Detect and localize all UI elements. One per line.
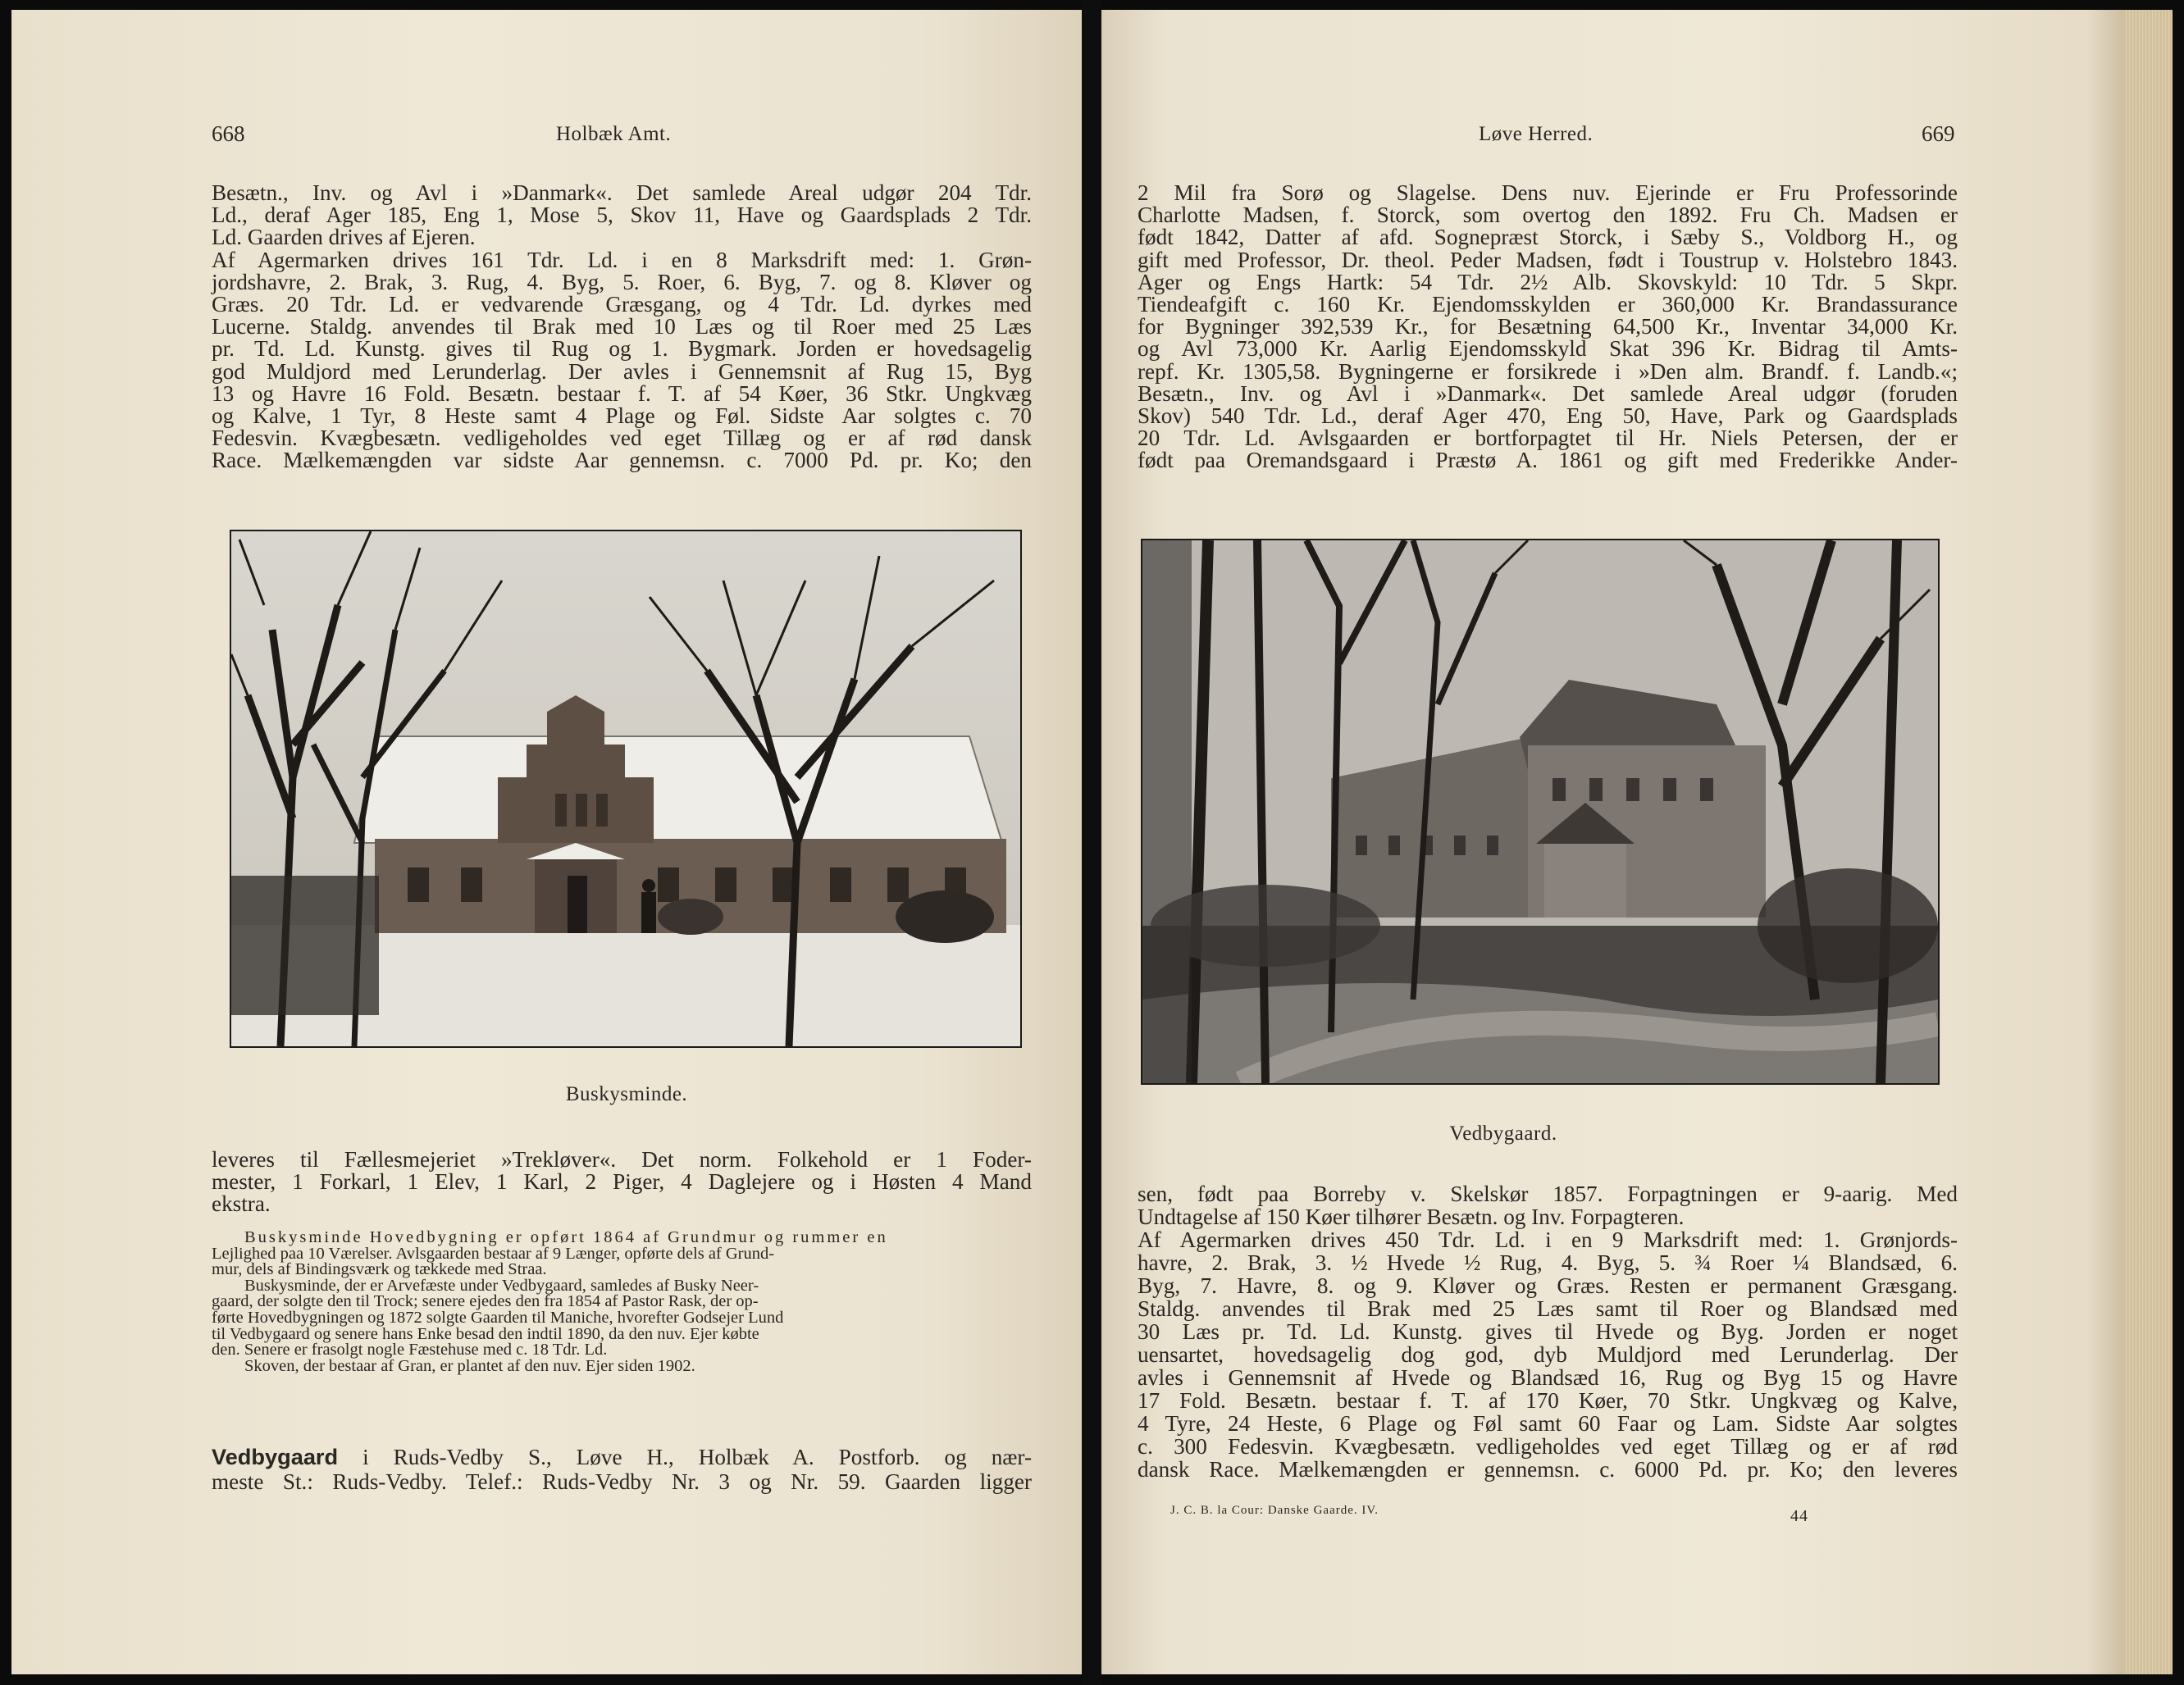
text-line: 2 Mil fra Sorø og Slagelse. Dens nuv. Ejerinde er Fru Professorinde: [1138, 180, 1958, 205]
left-top-paragraph: [212, 182, 1032, 472]
small-text-line: gaard, der solgte den til Trock; senere ejedes den fra 1854 af Pastor Rask, der op-: [212, 1292, 759, 1311]
text-line: pr. Td. Ld. Kunstg. gives til Rug og 1. Bygmark. Jorden er hovedsagelig: [212, 336, 1032, 362]
right-running-header: Løve Herred.: [1479, 123, 1594, 145]
vedbygaard-entry: [212, 1445, 1032, 1494]
text-line: Ld. Gaarden drives af Ejeren.: [212, 225, 476, 250]
vedbygaard-caption: Vedbygaard.: [1449, 1123, 1557, 1145]
text-line: 17 Fold. Besætn. bestaar f. T. af 170 Køer, 70 Stkr. Ungkvæg og Kalve,: [1138, 1388, 1958, 1413]
right-bottom-paragraph: [1138, 1182, 1958, 1481]
left-middle-paragraph: [212, 1149, 1032, 1216]
vedbygaard-photo: [1141, 539, 1940, 1085]
text-line: havre, 2. Brak, 3. ½ Hvede ½ Rug, 4. Byg, 5. ¾ Roer ¼ Blandsæd, 6.: [1138, 1250, 1958, 1275]
book-gutter: [1082, 0, 1101, 1685]
small-text-line: Lejlighed paa 10 Værelser. Avlsgaarden bestaar af 9 Længer, opførte dels af Grund-: [212, 1244, 775, 1263]
text-line: god Muldjord med Lerunderlag. Der avles i Gennemsnit af Rug 15, Byg: [212, 358, 1032, 384]
text-line: født 1842, Datter af afd. Sognepræst Storck, i Sæby S., Voldborg H., og: [1138, 225, 1958, 250]
right-top-paragraph: [1138, 182, 1958, 472]
entry-line: [212, 1445, 1032, 1469]
entry-line: meste St.: Ruds-Vedby. Telef.: Ruds-Vedby Nr. 3 og Nr. 59. Gaarden ligger: [212, 1469, 1032, 1494]
text-line: Lucerne. Staldg. anvendes til Brak med 10 Læs og til Roer med 25 Læs: [212, 314, 1032, 339]
text-line: Staldg. anvendes til Brak med 25 Læs samt til Roer og Blandsæd med: [1138, 1296, 1958, 1321]
text-line: Af Agermarken drives 450 Tdr. Ld. i en 9 Marksdrift med: 1. Grønjords-: [1138, 1227, 1958, 1252]
text-line: Besætn., Inv. og Avl i »Danmark«. Det samlede Areal udgør (foruden: [1138, 380, 1958, 406]
text-line: 13 og Havre 16 Fold. Besætn. bestaar f. T. af 54 Køer, 36 Stkr. Ungkvæg: [212, 380, 1032, 406]
text-line: 30 Læs pr. Td. Ld. Kunstg. gives til Hvede og Byg. Jorden er noget: [1138, 1319, 1958, 1344]
buskysminde-caption: Buskysminde.: [565, 1083, 688, 1105]
signature-mark: 44: [1790, 1507, 1808, 1525]
left-small-notes: [212, 1230, 1032, 1374]
page-fore-edge: [2123, 10, 2173, 1674]
small-text-line: [212, 1230, 1032, 1246]
text-line: repf. Kr. 1305,58. Bygningerne er forsikrede i »Den alm. Brandf. f. Landb.«;: [1138, 358, 1958, 384]
text-line: Ld., deraf Ager 185, Eng 1, Mose 5, Skov 11, Have og Gaardsplads 2 Tdr.: [212, 203, 1032, 228]
text-line: Fedesvin. Kvægbesætn. vedligeholdes ved eget Tillæg og er af rød dansk: [212, 426, 1032, 451]
text-line: 20 Tdr. Ld. Avlsgaarden er bortforpagtet til Hr. Niels Petersen, der er: [1138, 426, 1958, 451]
small-text-line: til Vedbygaard og senere hans Enke besad den indtil 1890, da den nuv. Ejer købte: [212, 1324, 759, 1343]
text-line: født paa Oremandsgaard i Præstø A. 1861 og gift med Frederikke Ander-: [1138, 448, 1958, 473]
text-line: Ager og Engs Hartk: 54 Tdr. 2½ Alb. Skovskyld: 10 Tdr. 5 Skpr.: [1138, 269, 1958, 294]
entry-line-rest: i Ruds-Vedby S., Løve H., Holbæk A. Postforb. og nær-: [338, 1445, 1032, 1469]
right-page: [1101, 10, 2173, 1674]
entry-title: Vedbygaard: [212, 1444, 339, 1469]
small-text-line: den. Senere er frasolgt nogle Fæstehuse med c. 18 Tdr. Ld.: [212, 1341, 608, 1359]
right-page-number: 669: [1922, 121, 1955, 146]
text-line: jordshavre, 2. Brak, 3. Rug, 4. Byg, 5. Roer, 6. Byg, 7. og 8. Kløver og: [212, 269, 1032, 294]
text-line: Af Agermarken drives 161 Tdr. Ld. i en 8 Marksdrift med: 1. Grøn-: [212, 247, 1032, 272]
text-line: Tiendeafgift c. 160 Kr. Ejendomsskylden er 360,000 Kr. Brandassurance: [1138, 292, 1958, 317]
text-line: og Avl 73,000 Kr. Aarlig Ejendomsskyld Skat 396 Kr. Bidrag til Amts-: [1138, 336, 1958, 362]
text-line: Skov) 540 Tdr. Ld., deraf Ager 470, Eng 50, Have, Park og Gaardsplads: [1138, 403, 1958, 429]
text-line: Byg, 7. Havre, 8. og 9. Kløver og Græs. Resten er permanent Græsgang.: [1138, 1273, 1958, 1298]
small-text-line: førte Hovedbygningen og 1872 solgte Gaarden til Maniche, hvorefter Godsejer Lund: [212, 1308, 784, 1327]
small-text-line: Buskysminde Hovedbygning er opført 1864 af Grundmur og rummer en: [244, 1228, 888, 1246]
text-line: Græs. 20 Tdr. Ld. er vedvarende Græsgang, og 4 Tdr. Ld. dyrkes med: [212, 292, 1032, 317]
text-line: c. 300 Fedesvin. Kvægbesætn. vedligeholdes ved eget Tillæg og er af rød: [1138, 1434, 1958, 1459]
text-line: Undtagelse af 150 Køer tilhører Besætn. og Inv. Forpagteren.: [1138, 1205, 1685, 1229]
text-line: sen, født paa Borreby v. Skelskør 1857. Forpagtningen er 9-aarig. Med: [1138, 1182, 1958, 1206]
text-line: Besætn., Inv. og Avl i »Danmark«. Det samlede Areal udgør 204 Tdr.: [212, 180, 1032, 205]
text-line: Charlotte Madsen, f. Storck, som overtog den 1892. Fru Ch. Madsen er: [1138, 203, 1958, 228]
text-line: 4 Tyre, 24 Heste, 6 Plage og Føl samt 60 Faar og Lam. Sidste Aar solgtes: [1138, 1411, 1958, 1436]
text-line: Race. Mælkemængden var sidste Aar gennemsn. c. 7000 Pd. pr. Ko; den: [212, 448, 1032, 473]
small-text-line: mur, dels af Bindingsværk og tækkede med Straa.: [212, 1260, 547, 1279]
text-line: mester, 1 Forkarl, 1 Elev, 1 Karl, 2 Piger, 4 Daglejere og i Høsten 4 Mand: [212, 1169, 1032, 1195]
text-line: dansk Race. Mælkemængden er gennemsn. c. 6000 Pd. pr. Ko; den leveres: [1138, 1457, 1958, 1482]
left-page: [11, 10, 1082, 1674]
left-running-header: Holbæk Amt.: [556, 123, 672, 145]
buskysminde-photo: [230, 530, 1022, 1048]
footer-credit: J. C. B. la Cour: Danske Gaarde. IV.: [1170, 1504, 1379, 1517]
text-line: gift med Professor, Dr. theol. Peder Madsen, født i Toustrup v. Holstebro 1843.: [1138, 247, 1958, 272]
text-line: og Kalve, 1 Tyr, 8 Heste samt 4 Plage og Føl. Sidste Aar solgtes c. 70: [212, 403, 1032, 429]
small-text-line: Skoven, der bestaar af Gran, er plantet af den nuv. Ejer siden 1902.: [244, 1356, 695, 1375]
small-text-line: Buskysminde, der er Arvefæste under Vedbygaard, samledes af Busky Neer-: [244, 1276, 759, 1295]
text-line: leveres til Fællesmejeriet »Trekløver«. Det norm. Folkehold er 1 Foder-: [212, 1147, 1032, 1172]
text-line: avles i Gennemsnit af Hvede og Blandsæd 16, Rug og Byg 15 og Havre: [1138, 1365, 1958, 1390]
left-page-number: 668: [212, 121, 245, 146]
text-line: uensartet, hovedsagelig dog god, dyb Muldjord med Lerunderlag. Der: [1138, 1342, 1958, 1367]
text-line: ekstra.: [212, 1191, 271, 1217]
text-line: for Bygninger 392,539 Kr., for Besætning 64,500 Kr., Inventar 34,000 Kr.: [1138, 314, 1958, 339]
